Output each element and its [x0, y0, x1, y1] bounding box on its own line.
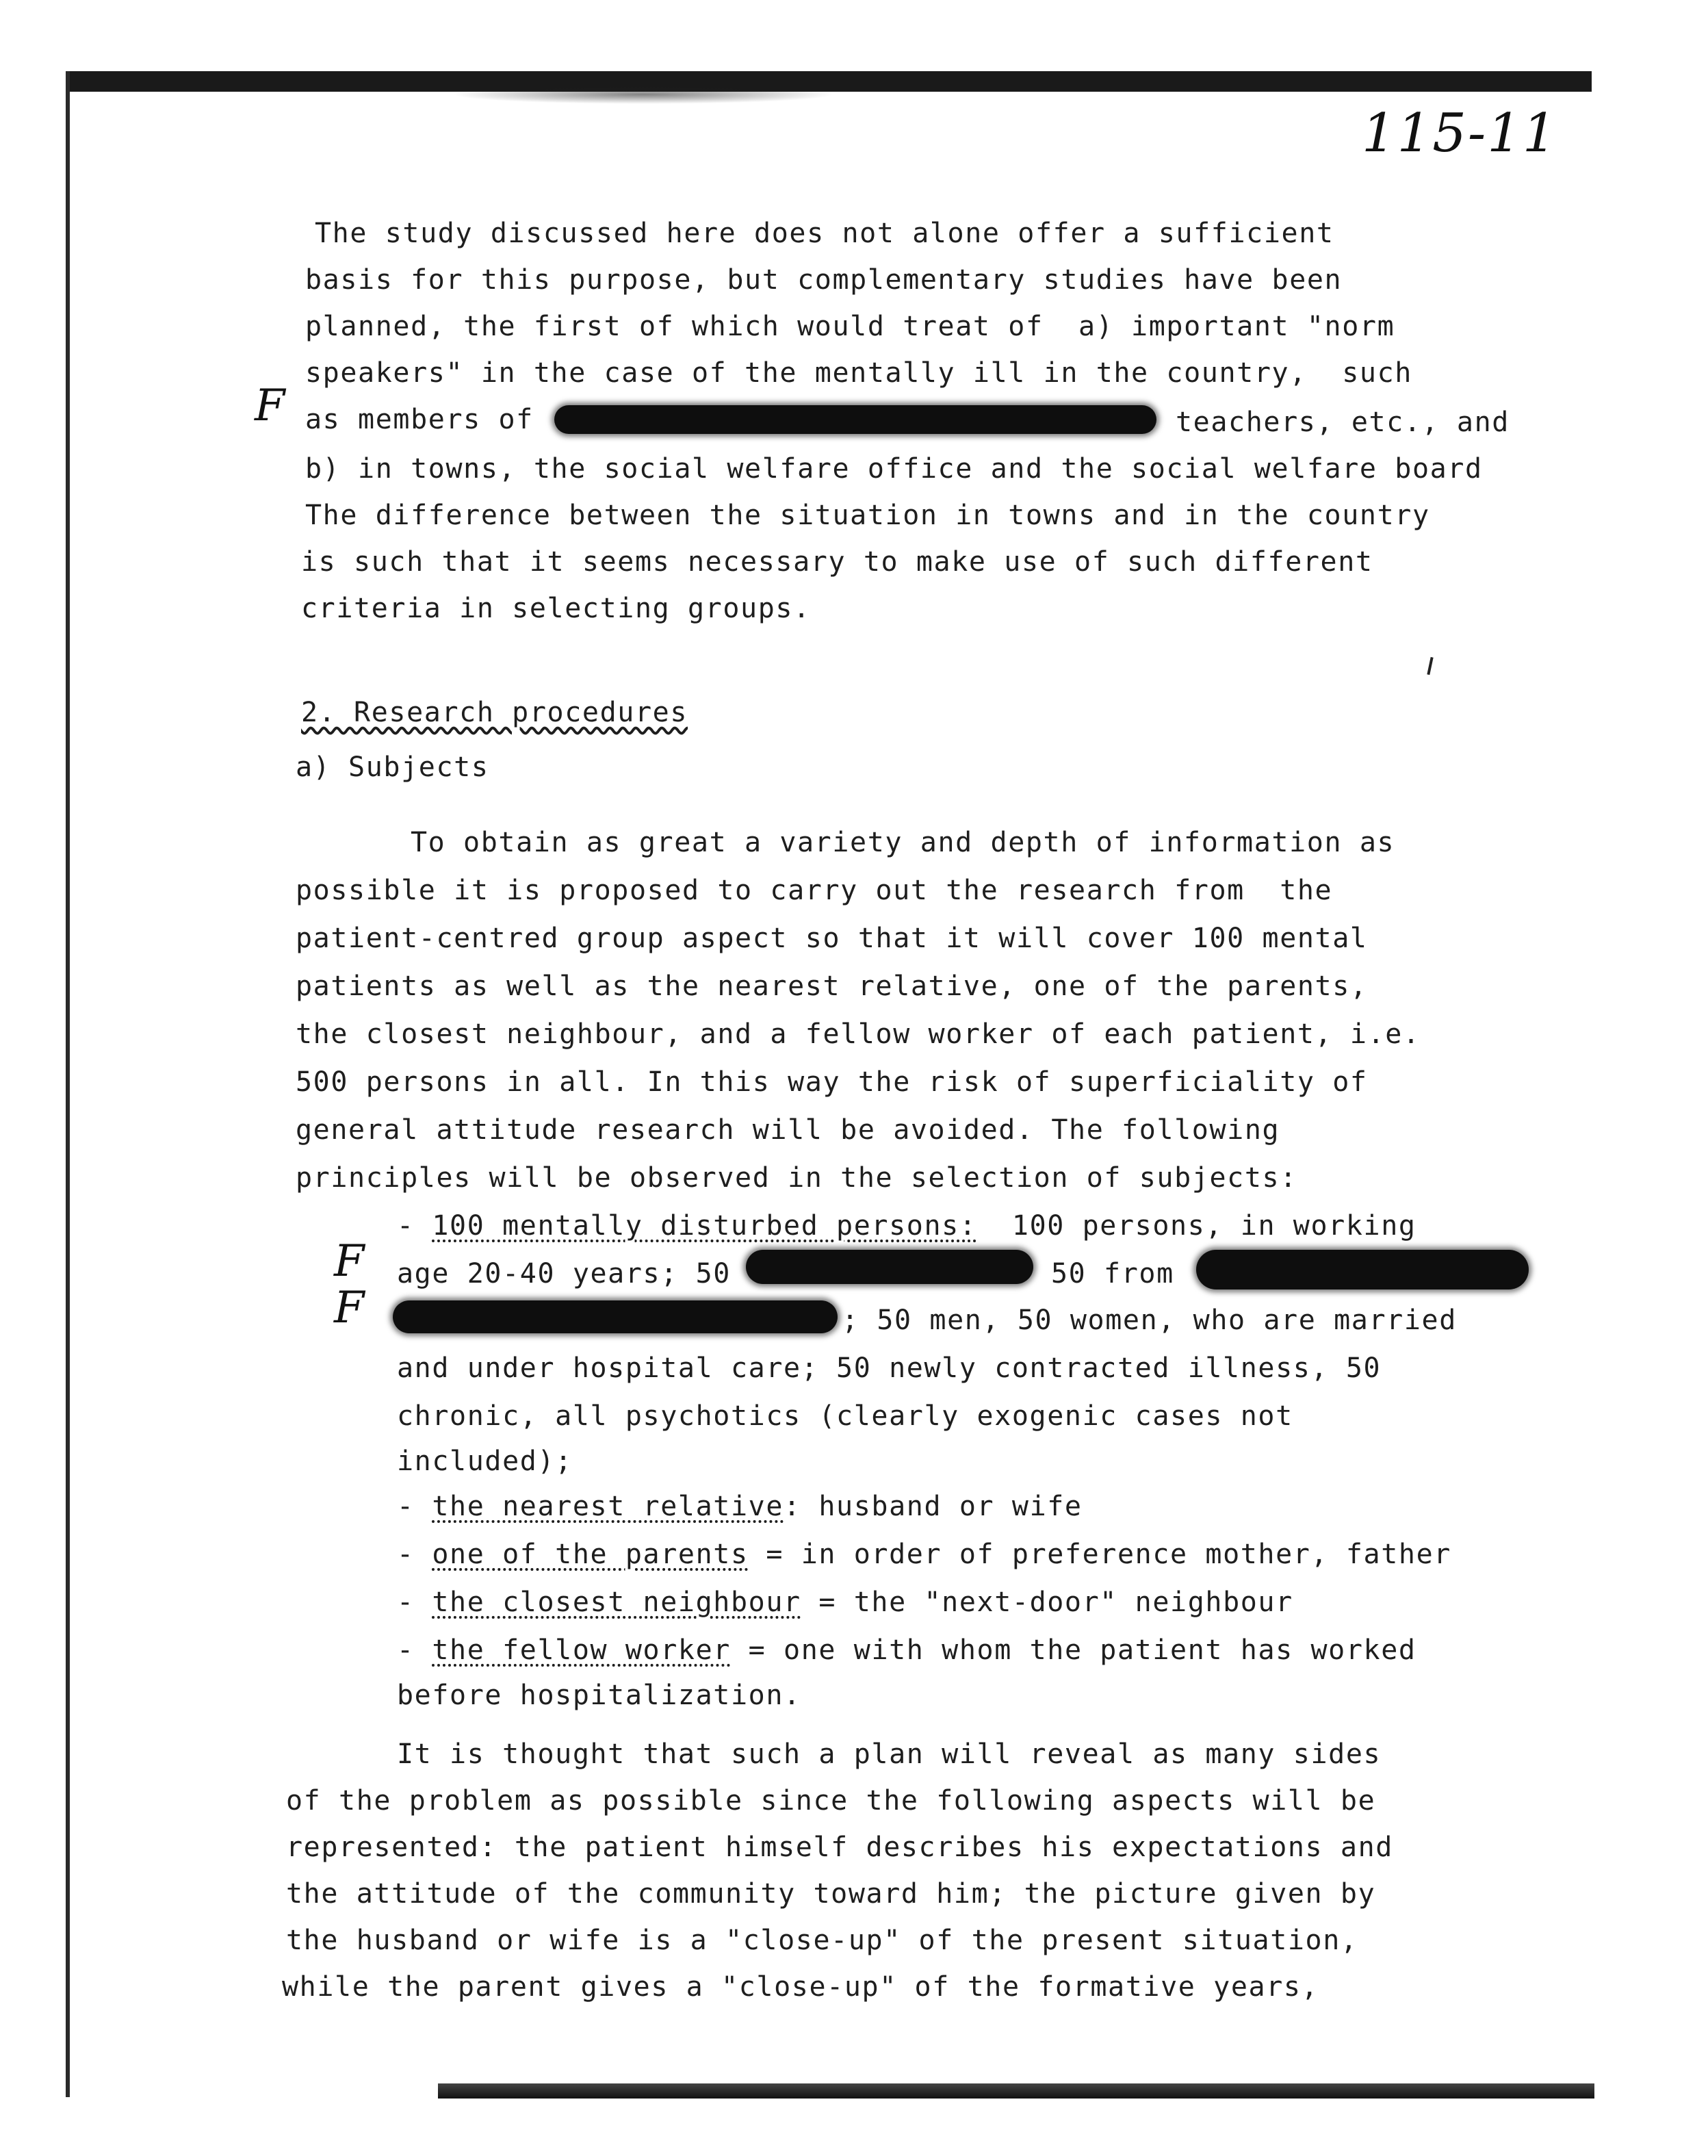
text-line: speakers" in the case of the mentally ill in the country, such	[305, 357, 1412, 389]
list-dash: -	[397, 1491, 415, 1522]
list-item	[397, 1634, 1416, 1666]
text-line: criteria in selecting groups.	[301, 593, 811, 624]
pen-mark	[1427, 657, 1433, 675]
list-text: : husband or wife	[784, 1491, 1083, 1522]
text-line: represented: the patient himself describes his expectations and	[286, 1832, 1393, 1863]
text-line: The study discussed here does not alone offer a sufficient	[315, 218, 1334, 249]
text-line: possible it is proposed to carry out the research from the	[296, 875, 1333, 906]
scan-bottom-border	[438, 2083, 1594, 2099]
redaction-block	[1196, 1250, 1529, 1289]
text-line: The difference between the situation in towns and in the country	[305, 500, 1430, 531]
scan-smudge	[452, 85, 835, 104]
list-term: the closest neighbour	[432, 1587, 801, 1618]
text-line: b) in towns, the social welfare office and the social welfare board	[305, 453, 1483, 485]
list-item	[397, 1210, 1416, 1242]
list-text: = in order of preference mother, father	[748, 1539, 1451, 1570]
text-line: principles will be observed in the selection of subjects:	[296, 1162, 1297, 1194]
text-line: 500 persons in all. In this way the risk of superficiality of	[296, 1066, 1368, 1098]
text-line: the closest neighbour, and a fellow worker of each patient, i.e.	[296, 1018, 1421, 1050]
subsection-heading: a) Subjects	[296, 752, 489, 783]
list-term: the fellow worker	[432, 1634, 731, 1666]
list-item	[397, 1491, 1083, 1522]
list-dash: -	[397, 1210, 415, 1242]
margin-mark-f: F	[334, 1283, 365, 1333]
redaction-block	[554, 405, 1156, 434]
text-line: as members of	[305, 404, 534, 435]
text-line: the attitude of the community toward him; the picture given by	[286, 1878, 1376, 1910]
text-line: basis for this purpose, but complementary studies have been	[305, 264, 1343, 296]
list-term: the nearest relative	[432, 1491, 784, 1522]
list-dash: -	[397, 1587, 415, 1618]
text-line: patients as well as the nearest relative, one of the parents,	[296, 971, 1368, 1002]
text-line: and under hospital care; 50 newly contracted illness, 50	[397, 1352, 1382, 1384]
list-text: 100 persons, in working	[976, 1210, 1416, 1242]
text-line: is such that it seems necessary to make use of such different	[301, 546, 1373, 578]
margin-mark-f: F	[255, 381, 285, 431]
list-dash: -	[397, 1539, 415, 1570]
text-line: It is thought that such a plan will reveal as many sides	[397, 1738, 1382, 1770]
text-line: teachers, etc., and	[1176, 407, 1510, 438]
list-text: = one with whom the patient has worked	[730, 1634, 1416, 1666]
text-line: age 20-40 years; 50	[397, 1258, 731, 1289]
list-term: one of the parents	[432, 1539, 749, 1570]
text-line: patient-centred group aspect so that it will cover 100 mental	[296, 923, 1368, 954]
text-line: planned, the first of which would treat of a) important "norm	[305, 311, 1395, 342]
text-line: while the parent gives a "close-up" of the formative years,	[282, 1971, 1319, 2003]
text-line: chronic, all psychotics (clearly exogenic cases not	[397, 1400, 1293, 1432]
text-line: before hospitalization.	[397, 1680, 801, 1711]
list-item	[397, 1539, 1451, 1570]
list-text: = the "next-door" neighbour	[801, 1587, 1293, 1618]
text-line: of the problem as possible since the following aspects will be	[286, 1785, 1376, 1817]
text-line: ; 50 men, 50 women, who are married	[842, 1305, 1457, 1336]
text-line: To obtain as great a variety and depth of information as	[411, 827, 1395, 858]
page-number: 115-11	[1362, 103, 1558, 164]
text-line: included);	[397, 1446, 573, 1477]
list-item	[397, 1587, 1293, 1618]
redaction-block	[746, 1250, 1033, 1284]
text-line: 50 from	[1051, 1258, 1174, 1289]
list-dash: -	[397, 1634, 415, 1666]
text-line: the husband or wife is a "close-up" of the present situation,	[286, 1925, 1358, 1956]
redaction-block	[393, 1300, 838, 1333]
text-line: general attitude research will be avoided. The following	[296, 1114, 1280, 1146]
margin-mark-f: F	[334, 1236, 365, 1287]
section-heading: 2. Research procedures	[301, 697, 688, 728]
list-term: 100 mentally disturbed persons:	[432, 1210, 977, 1242]
scan-left-border	[66, 71, 70, 2097]
